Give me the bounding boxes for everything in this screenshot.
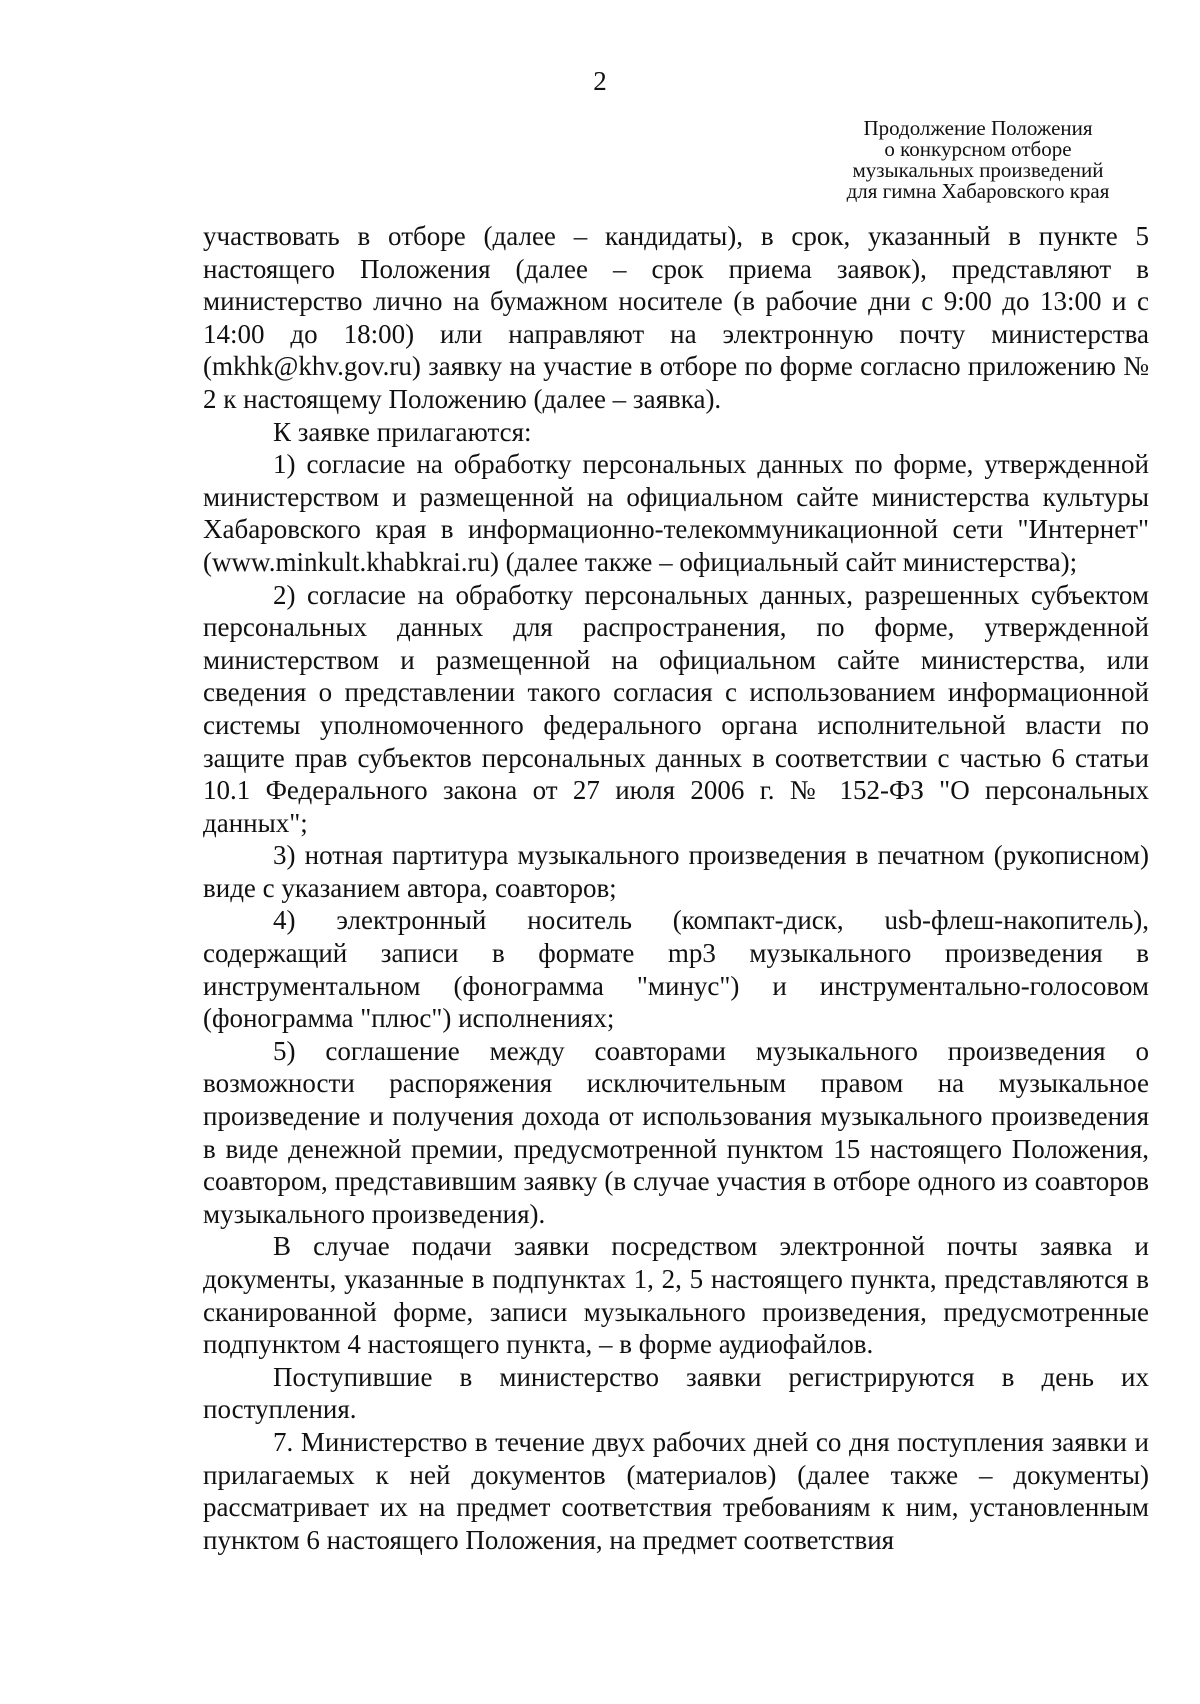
- list-item-1: 1) согласие на обработку персональных данных по форме, утвержденной министерством и размещенной на официальном сайте министерства культуры Хабаровского края в информационно-телекоммуникационной сети "Интернет" (www.minkult.khabkrai.ru) (далее также – официальный сайт министерства);: [203, 449, 1149, 577]
- header-line: о конкурсном отборе: [884, 137, 1072, 161]
- continuation-header: [808, 118, 1148, 202]
- list-item-2: 2) согласие на обработку персональных данных, разрешенных субъектом персональных данных для распространения, по форме, утвержденной министерством и размещенной на официальном сайте министерства, или сведения о представлении такого согласия с использованием информационной системы уполномоченного федерального органа исполнительной власти по защите прав субъектов персональных данных в соответствии с частью 6 статьи 10.1 Федерального закона от 27 июля 2006 г. № 152-ФЗ "О персональных данных";: [203, 579, 1149, 838]
- header-line: Продолжение Положения: [863, 116, 1093, 140]
- header-line: музыкальных произведений: [852, 158, 1104, 182]
- paragraph-continuation: участвовать в отборе (далее – кандидаты), в срок, указанный в пункте 5 настоящего Положения (далее – срок приема заявок), представляют в министерство лично на бумажном носителе (в рабочие дни с 9:00 до 13:00 и с 14:00 до 18:00) или направляют на электронную почту министерства (mkhk@khv.gov.ru) заявку на участие в отборе по форме согласно приложению № 2 к настоящему Положению (далее – заявка).: [203, 221, 1149, 414]
- paragraph-registration: Поступившие в министерство заявки регистрируются в день их поступления.: [203, 1361, 1149, 1425]
- list-item-5: 5) соглашение между соавторами музыкального произведения о возможности распоряжения исключительным правом на музыкальное произведение и получения дохода от использования музыкального произведения в виде денежной премии, предусмотренной пунктом 15 настоящего Положения, соавтором, представившим заявку (в случае участия в отборе одного из соавторов музыкального произведения).: [203, 1035, 1149, 1229]
- document-body: [203, 220, 1149, 1556]
- paragraph-item-7: 7. Министерство в течение двух рабочих дней со дня поступления заявки и прилагаемых к ней документов (материалов) (далее также – документы) рассматривает их на предмет соответствия требованиям к ним, установленным пунктом 6 настоящего Положения, на предмет соответствия: [203, 1426, 1149, 1555]
- list-item-4: 4) электронный носитель (компакт-диск, usb-флеш-накопитель), содержащий записи в формате mp3 музыкального произведения в инструментальном (фонограмма "минус") и инструментально-голосовом (фонограмма "плюс") исполнениях;: [203, 905, 1149, 1034]
- paragraph-electronic-submission: В случае подачи заявки посредством электронной почты заявка и документы, указанные в подпунктах 1, 2, 5 настоящего пункта, представляются в сканированной форме, записи музыкального произведения, предусмотренные подпунктом 4 настоящего пункта, – в форме аудиофайлов.: [203, 1231, 1149, 1360]
- paragraph-attachments-intro: К заявке прилагаются:: [273, 416, 532, 447]
- header-line: для гимна Хабаровского края: [846, 179, 1110, 203]
- list-item-3: 3) нотная партитура музыкального произведения в печатном (рукописном) виде с указанием автора, соавторов;: [203, 840, 1149, 903]
- page-number: 2: [593, 66, 607, 96]
